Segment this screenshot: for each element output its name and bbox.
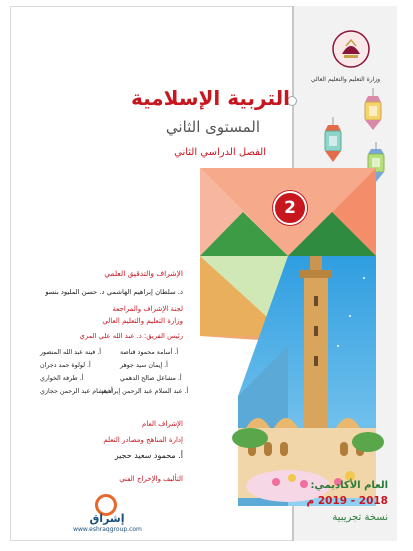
academic-years: 2018 - 2019 م bbox=[306, 495, 388, 507]
edition-label: نسخة تجريبية bbox=[332, 512, 388, 523]
general-supervision-heading: الإشراف العام bbox=[141, 420, 183, 428]
book-title: التربية الإسلامية bbox=[130, 86, 290, 110]
team-member: أ. أسامة محمود قناصة bbox=[120, 349, 179, 356]
supervision-heading: الإشراف والتدقيق العلمي bbox=[104, 269, 183, 278]
committee-ministry: وزارة التعليم والتعليم العالي bbox=[102, 317, 183, 325]
ministry-emblem-icon bbox=[330, 28, 372, 70]
lantern-icon bbox=[358, 88, 388, 134]
supervision-names: د. سلطان إبراهيم الهاشمي د. حسن المليود بنسو bbox=[45, 288, 183, 296]
team-member: أ. فينة عبد الله المنصور bbox=[40, 349, 101, 356]
committee-heading: لجنة الإشراف والمراجعة bbox=[112, 305, 183, 313]
authoring-heading: التأليف والإخراج الفني bbox=[119, 475, 183, 483]
team-leader: رئيس الفريق: د. عبد الله علي المري bbox=[79, 332, 183, 340]
book-term: الفصل الدراسي الثاني bbox=[174, 147, 266, 158]
grade-badge: 2 bbox=[273, 191, 307, 225]
team-member: أ. مشاعل صالح الدهمي bbox=[120, 375, 182, 382]
team-member: أ. لولوة حمد دجران bbox=[40, 362, 91, 369]
academic-year-label: العام الأكاديمي: bbox=[310, 480, 388, 491]
team-member: أ. هشام عبد الرحمن حجازي bbox=[40, 388, 113, 395]
team-member: أ. إيمان سيد جوهر bbox=[120, 362, 168, 369]
general-supervision-dept: إدارة المناهج ومصادر التعلم bbox=[103, 436, 183, 444]
publisher-url: www.eshraqgroup.com bbox=[73, 526, 142, 533]
team-member: أ. طرفة الخواري bbox=[40, 375, 84, 382]
team-member: أ. عبد السلام عبد الرحمن إبراهيم bbox=[102, 388, 189, 395]
book-level: المستوى الثاني bbox=[165, 118, 260, 136]
publisher-name: إشراق bbox=[89, 512, 125, 525]
general-supervision-name: أ. محمود سعيد حجير bbox=[114, 451, 183, 460]
ministry-name: وزارة التعليم والتعليم العالي bbox=[310, 76, 381, 83]
